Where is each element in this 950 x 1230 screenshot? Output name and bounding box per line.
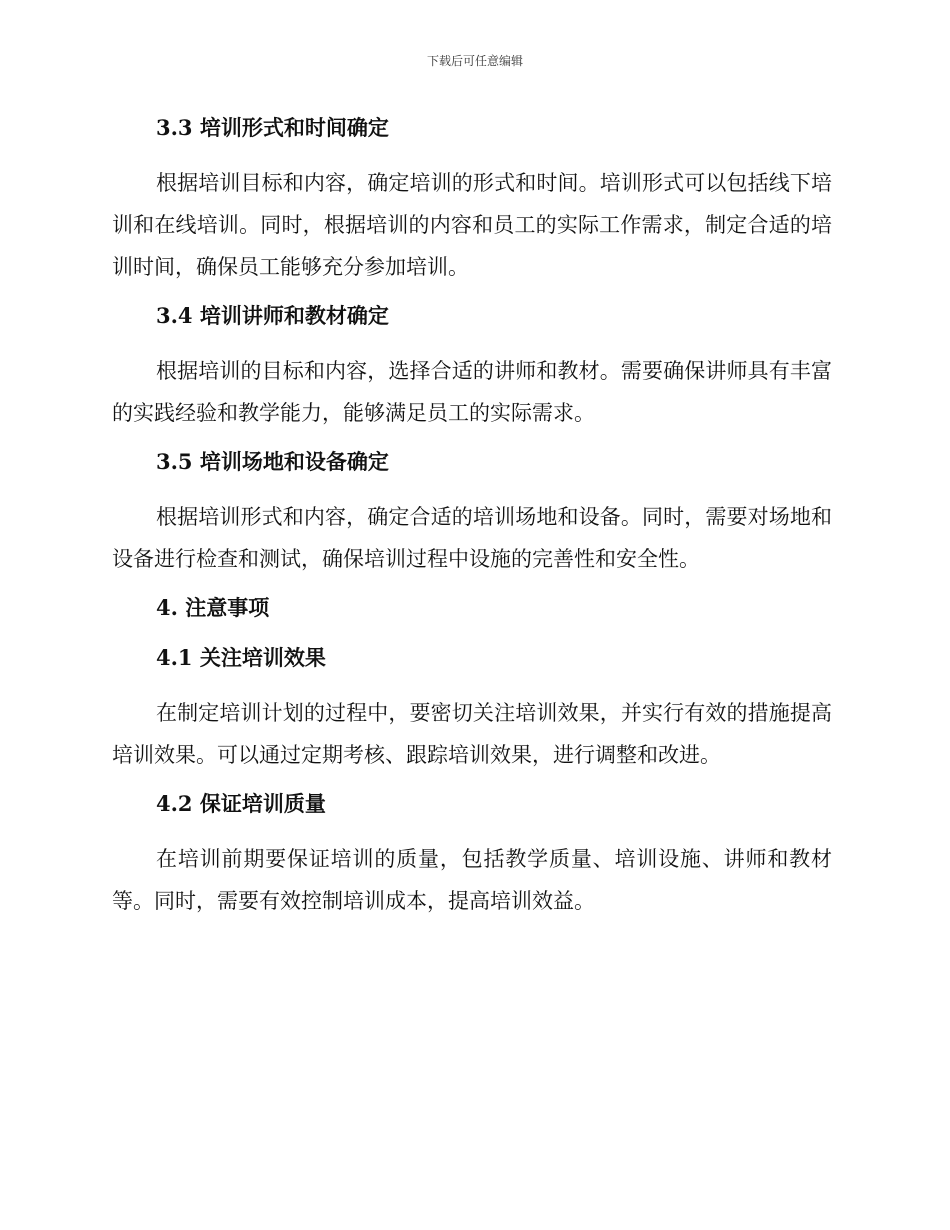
section-heading-4-1: 4.1 关注培训效果: [156, 645, 326, 670]
section-heading-4: 4. 注意事项: [156, 595, 270, 620]
section-paragraph-4-1: 在制定培训计划的过程中，要密切关注培训效果，并实行有效的措施提高培训效果。可以通过定期考核、跟踪培训效果，进行调整和改进。: [112, 701, 832, 767]
section-paragraph-3-4: 根据培训的目标和内容，选择合适的讲师和教材。需要确保讲师具有丰富的实践经验和教学能力，能够满足员工的实际需求。: [112, 359, 832, 425]
section-heading-3-3: 3.3 培训形式和时间确定: [156, 115, 389, 140]
section-heading-3-4: 3.4 培训讲师和教材确定: [156, 303, 389, 328]
section-heading-3-5: 3.5 培训场地和设备确定: [156, 449, 389, 474]
section-paragraph-3-5: 根据培训形式和内容，确定合适的培训场地和设备。同时，需要对场地和设备进行检查和测试，确保培训过程中设施的完善性和安全性。: [112, 505, 832, 571]
section-paragraph-4-2: 在培训前期要保证培训的质量，包括教学质量、培训设施、讲师和教材等。同时，需要有效控制培训成本，提高培训效益。: [112, 847, 832, 913]
document-body: [112, 112, 832, 922]
header-note: 下载后可任意编辑: [426, 54, 523, 68]
section-paragraph-3-3: 根据培训目标和内容，确定培训的形式和时间。培训形式可以包括线下培训和在线培训。同时，根据培训的内容和员工的实际工作需求，制定合适的培训时间，确保员工能够充分参加培训。: [112, 171, 832, 279]
section-heading-4-2: 4.2 保证培训质量: [156, 791, 326, 816]
